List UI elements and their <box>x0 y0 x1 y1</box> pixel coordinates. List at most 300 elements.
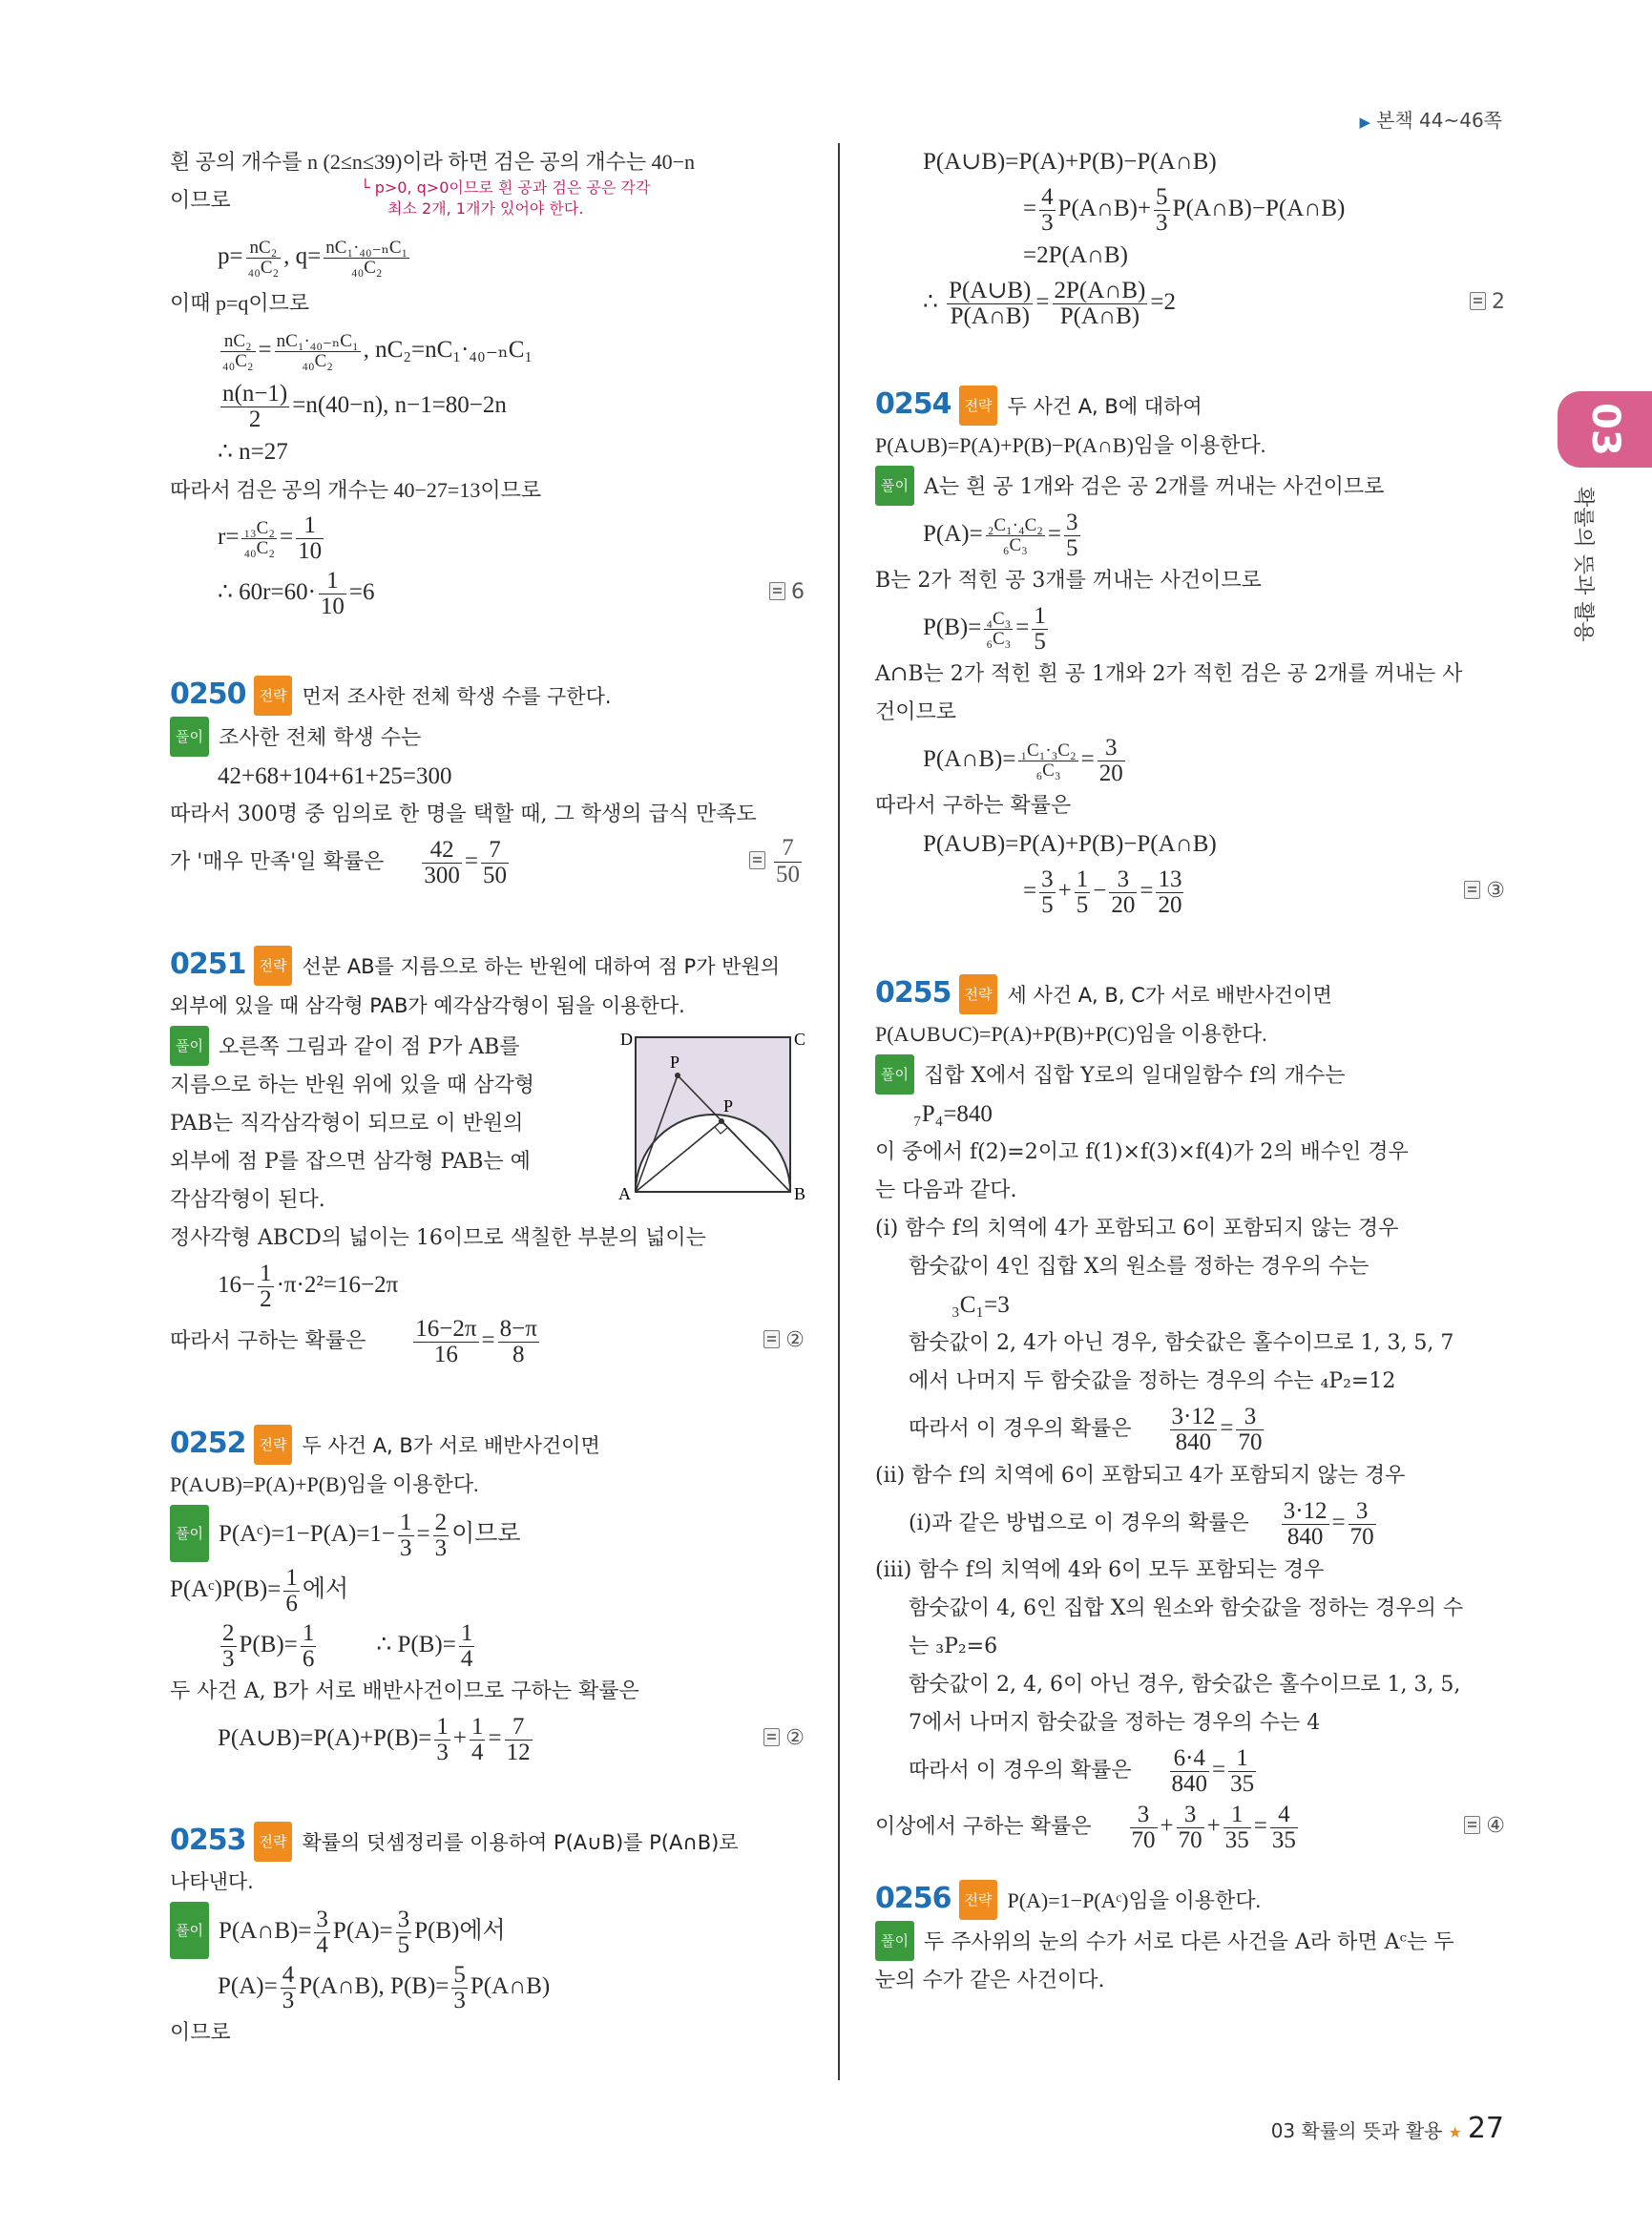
answer-mark <box>1470 275 1505 330</box>
numerator: 4 <box>1270 1803 1298 1828</box>
formula-line <box>875 507 1505 562</box>
numerator: ₁₃C₂ <box>243 517 275 538</box>
formula-text: ₃C₁=3 <box>951 1292 1010 1318</box>
numerator: 5 <box>1156 183 1168 210</box>
fraction <box>459 1621 475 1673</box>
formula-text: = <box>1023 878 1037 904</box>
formula-text: = <box>481 1327 495 1353</box>
fraction <box>1064 511 1080 562</box>
strategy-text: 두 사건 A, B가 서로 배반사건이면 <box>302 1434 600 1457</box>
denominator: ₄₀C₂ <box>302 350 333 371</box>
right-column <box>875 143 1505 2000</box>
formula-line <box>875 181 1505 237</box>
formula-text: = <box>1047 521 1061 547</box>
margin-note: 최소 2개, 1개가 있어야 한다. <box>387 199 584 218</box>
answer-mark <box>763 1313 805 1368</box>
formula-text: = <box>464 848 478 874</box>
denominator: 5 <box>1066 534 1078 561</box>
fraction <box>986 516 1045 555</box>
formula-line <box>875 732 1505 787</box>
fraction <box>258 1261 274 1313</box>
formula-text: = <box>1212 1757 1226 1783</box>
answer-mark <box>763 1711 805 1766</box>
denominator: 4 <box>316 1931 328 1958</box>
problem-number: 0255 <box>875 976 951 1010</box>
text-line: 7에서 나머지 함숫값을 정하는 경우의 수는 4 <box>909 1711 1321 1735</box>
answer-icon <box>749 851 765 869</box>
text-line: 눈의 수가 같은 사건이다. <box>875 1969 1105 1992</box>
text-line: 두 주사위의 눈의 수가 서로 다른 사건을 A라 하면 Aᶜ는 두 <box>923 1930 1454 1954</box>
left-column <box>170 143 805 2053</box>
formula-text: ₇P₄=840 <box>913 1101 993 1127</box>
answer-value: ④ <box>1486 1814 1505 1838</box>
numerator: 3 <box>1236 1405 1264 1430</box>
formula-text: P(A)= <box>218 1973 278 1999</box>
formula-text: = <box>488 1725 502 1751</box>
numerator: 1 <box>460 1619 473 1646</box>
numerator: 7 <box>505 1715 533 1741</box>
fraction <box>241 519 277 558</box>
formula-line <box>170 1505 805 1562</box>
denominator: ₆C₃ <box>1002 534 1028 555</box>
formula-text: = <box>1220 1415 1234 1441</box>
denominator: P(A∩B) <box>950 302 1030 329</box>
formula-line <box>875 1799 1505 1855</box>
denominator: ₄₀C₂ <box>247 257 280 278</box>
numerator: 8−π <box>499 1315 537 1342</box>
problem-0250 <box>170 676 805 890</box>
formula-text: = <box>416 1521 430 1547</box>
case-heading: (ii) 함수 f의 치역에 6이 포함되고 4가 포함되지 않는 경우 <box>875 1464 1406 1488</box>
square-semicircle-figure <box>617 1026 807 1202</box>
denominator: 12 <box>506 1739 531 1765</box>
text-line: 따라서 구하는 확률은 <box>875 794 1072 818</box>
fraction <box>220 382 289 433</box>
strategy-tag: 전략 <box>254 1822 293 1862</box>
numerator: 3 <box>1041 865 1054 892</box>
strategy-text: P(A∪B)=P(A)+P(B)임을 이용한다. <box>170 1472 479 1496</box>
formula-text: = <box>279 524 294 550</box>
formula-line <box>170 1902 805 1959</box>
footer-chapter-label: 03 확률의 뜻과 활용 <box>1270 2119 1443 2142</box>
denominator: 6 <box>285 1590 298 1616</box>
fraction <box>324 239 409 278</box>
strategy-text: 세 사건 A, B, C가 서로 배반사건이면 <box>1007 984 1332 1007</box>
text-line: 정사각형 ABCD의 넓이는 16이므로 색칠한 부분의 넓이는 <box>170 1226 706 1250</box>
numerator: 4 <box>1041 183 1054 210</box>
denominator: 70 <box>1349 1523 1374 1550</box>
text-line: 함숫값이 2, 4가 아닌 경우, 함숫값은 홀수이므로 1, 3, 5, 7 <box>909 1331 1454 1355</box>
formula-text: =2P(A∩B) <box>1023 242 1128 268</box>
strategy-text: P(A∪B∪C)=P(A)+P(B)+P(C)임을 이용한다. <box>875 1022 1267 1046</box>
text-line: 외부에 점 P를 잡으면 삼각형 PAB는 예 <box>170 1150 531 1174</box>
numerator: 3·12 <box>1171 1403 1216 1429</box>
formula-text: = <box>258 337 272 363</box>
strategy-text: 두 사건 A, B에 대하여 <box>1007 395 1202 418</box>
numerator: 3·12 <box>1283 1497 1328 1524</box>
fraction <box>1236 1405 1264 1456</box>
formula-text: =2 <box>1150 289 1176 315</box>
column-divider <box>838 143 840 2080</box>
strategy-text: 나타낸다. <box>170 1870 254 1893</box>
formula-text: = <box>1035 289 1050 315</box>
denominator: 840 <box>1171 1770 1208 1797</box>
formula-text: P(A∩B) <box>470 1973 551 1999</box>
fraction <box>1156 867 1183 919</box>
formula-line <box>170 1562 805 1617</box>
numerator: nC₁·₄₀₋ₙC₁ <box>325 237 408 258</box>
numerator: 5 <box>453 1961 466 1988</box>
denominator: 6 <box>302 1645 315 1672</box>
fraction <box>1223 1803 1251 1854</box>
fraction <box>1270 1803 1298 1854</box>
denominator: 20 <box>1111 891 1136 918</box>
text-line: 이때 p=q이므로 <box>170 291 310 315</box>
strategy-tag: 전략 <box>254 1425 293 1465</box>
strategy-tag: 전략 <box>254 946 293 986</box>
numerator: 7 <box>774 836 802 862</box>
page-reference-text: 본책 44~46쪽 <box>1376 109 1502 132</box>
formula-text: r= <box>218 524 240 550</box>
text-line: 건이므로 <box>875 700 957 724</box>
numerator: 1 <box>1228 1746 1256 1772</box>
label-c: C <box>794 1030 806 1049</box>
answer-mark <box>769 565 805 620</box>
fraction <box>275 332 361 371</box>
answer-icon <box>1464 1816 1480 1834</box>
chapter-tab[interactable] <box>1558 391 1652 468</box>
text-line: 함숫값이 4인 집합 X의 원소를 정하는 경우의 수는 <box>909 1255 1370 1279</box>
formula-text: 42+68+104+61+25=300 <box>218 763 452 789</box>
formula-line <box>170 1711 805 1766</box>
fraction <box>1109 867 1137 919</box>
answer-icon <box>763 1728 780 1746</box>
numerator: 2 <box>222 1619 235 1646</box>
point-p-outside <box>675 1073 680 1078</box>
formula-text: P(A∪B)=P(A)+P(B)−P(A∩B) <box>923 831 1217 857</box>
denominator: 840 <box>1175 1428 1212 1455</box>
numerator: 4 <box>282 1961 295 1988</box>
formula-text: P(A∪B)=P(A)+P(B)= <box>218 1725 432 1751</box>
denominator: 35 <box>1271 1826 1296 1853</box>
page-number: 27 <box>1467 2112 1504 2145</box>
answer-icon <box>1464 881 1480 899</box>
formula-text: ∴ P(B)= <box>376 1632 456 1658</box>
fraction <box>1170 1746 1210 1798</box>
denominator: 300 <box>424 862 460 888</box>
numerator: 7 <box>481 838 509 864</box>
fraction <box>1154 185 1170 237</box>
formula-text: P(A)= <box>332 1918 393 1944</box>
fraction <box>433 1511 450 1562</box>
denominator: 5 <box>1041 891 1054 918</box>
problem-number: 0253 <box>170 1824 246 1857</box>
numerator: 42 <box>422 838 462 864</box>
denominator: 2 <box>260 1285 272 1312</box>
numerator: 1 <box>1034 602 1046 629</box>
denominator: 3 <box>400 1534 412 1561</box>
answer-value: ② <box>785 1726 805 1750</box>
fraction <box>413 1317 478 1368</box>
formula-text: − <box>1093 878 1107 904</box>
answer-icon <box>1470 292 1486 310</box>
text-line: 따라서 이 경우의 확률은 <box>909 1759 1132 1783</box>
solution-tag: 풀이 <box>170 1505 209 1562</box>
denominator: 5 <box>1076 891 1089 918</box>
denominator: 3 <box>436 1739 449 1765</box>
denominator: 3 <box>434 1534 448 1561</box>
denominator: 5 <box>1034 628 1046 655</box>
formula-text: P(A∩B)= <box>923 746 1016 772</box>
page-footer <box>1271 2112 1504 2145</box>
formula-text: P(Aᶜ)P(B)= <box>170 1576 282 1602</box>
text-line: 집합 X에서 집합 Y로의 일대일함수 f의 개수는 <box>923 1064 1346 1088</box>
formula-text: p= <box>218 243 243 269</box>
text-line: 는 다음과 같다. <box>875 1178 1017 1202</box>
denominator: 70 <box>1131 1826 1156 1853</box>
text-line: 조사한 전체 학생 수는 <box>218 726 422 750</box>
formula-text: ∴ <box>923 289 938 315</box>
formula-line <box>170 1617 805 1673</box>
strategy-text: P(A)=1−P(Aᶜ)임을 이용한다. <box>1007 1888 1261 1912</box>
strategy-tag: 전략 <box>959 1880 998 1920</box>
denominator: 35 <box>1230 1770 1255 1797</box>
formula-line <box>170 229 805 284</box>
denominator: 840 <box>1286 1523 1324 1550</box>
formula-text: P(B)= <box>923 615 982 640</box>
fraction <box>1228 1746 1256 1798</box>
text-line: 따라서 검은 공의 개수는 40−27=13이므로 <box>170 478 542 502</box>
formula-text: ·π·2²=16−2π <box>276 1272 399 1298</box>
fraction <box>1098 736 1125 787</box>
fraction <box>1018 741 1077 781</box>
problem-0254 <box>875 386 1505 919</box>
fraction <box>434 1715 450 1766</box>
formula-text: = <box>1015 615 1030 640</box>
formula-line <box>170 378 805 433</box>
numerator: 1 <box>260 1260 272 1286</box>
numerator: 1 <box>302 1619 315 1646</box>
formula-text: P(A)= <box>923 521 983 547</box>
numerator: nC₂ <box>246 239 282 259</box>
text-line: A∩B는 2가 적힌 흰 공 1개와 2가 적힌 검은 공 2개를 꺼내는 사 <box>875 662 1463 686</box>
formula-line <box>170 834 805 890</box>
formula-text: P(A∪B)=P(A)+P(B)−P(A∩B) <box>923 149 1217 175</box>
strategy-tag: 전략 <box>254 676 293 716</box>
strategy-tag: 전략 <box>959 386 998 426</box>
text-line: 이므로 <box>170 2021 231 2045</box>
strategy-text: P(A∪B)=P(A)+P(B)−P(A∩B)임을 이용한다. <box>875 433 1266 457</box>
text-line: 두 사건 A, B가 서로 배반사건이므로 구하는 확률은 <box>170 1679 639 1703</box>
denominator: 5 <box>397 1931 410 1958</box>
denominator: ₆C₃ <box>986 628 1012 649</box>
denominator: 3 <box>282 1987 295 2013</box>
formula-text: = <box>1023 196 1037 221</box>
denominator: ₄₀C₂ <box>243 537 275 558</box>
numerator: 1 <box>285 1564 298 1591</box>
fraction <box>1039 867 1056 919</box>
problem-0255 <box>875 974 1505 1855</box>
fraction <box>451 1963 468 2014</box>
answer-value: 2 <box>1492 290 1505 314</box>
problem-number: 0252 <box>170 1427 246 1460</box>
strategy-text: 선분 AB를 지름으로 하는 반원에 대하여 점 P가 반원의 <box>302 955 781 978</box>
formula-text: 16− <box>218 1272 256 1298</box>
formula-text: + <box>1206 1813 1221 1839</box>
fraction <box>1349 1499 1376 1551</box>
text-line: 따라서 300명 중 임의로 한 명을 택할 때, 그 학생의 급식 만족도 <box>170 803 757 826</box>
case-heading: (i) 함수 f의 치역에 4가 포함되고 6이 포함되지 않는 경우 <box>875 1217 1399 1241</box>
answer-icon <box>769 582 785 600</box>
text-line: 이므로 <box>170 188 231 212</box>
numerator: n(n−1) <box>222 380 288 407</box>
text-line: 는 ₃P₂=6 <box>909 1635 998 1658</box>
formula-line <box>875 1495 1505 1552</box>
fraction <box>422 838 462 889</box>
formula-text: + <box>1057 878 1072 904</box>
numerator: 6·4 <box>1170 1746 1210 1772</box>
solution-tag: 풀이 <box>170 1026 209 1066</box>
denominator: 10 <box>320 593 345 619</box>
formula-text: = <box>1080 746 1095 772</box>
problem-0249-solution <box>170 143 805 620</box>
denominator: 3 <box>1156 209 1168 236</box>
problem-0253 <box>170 1822 805 2053</box>
strategy-text: 먼저 조사한 전체 학생 수를 구한다. <box>302 685 612 708</box>
formula-line <box>170 1959 805 2014</box>
label-d: D <box>620 1030 633 1049</box>
denominator: ₄₀C₂ <box>222 350 254 371</box>
problem-number: 0250 <box>170 678 246 711</box>
formula-text: P(A∩B)= <box>218 1918 312 1944</box>
denominator: P(A∩B) <box>1059 302 1140 329</box>
formula-text: ∴ 60r=60· <box>218 579 316 605</box>
formula-text: =6 <box>348 579 375 605</box>
fraction <box>774 836 802 887</box>
numerator: P(A∪B) <box>949 277 1032 303</box>
text-line: 이 중에서 f(2)=2이고 f(1)×f(3)×f(4)가 2의 배수인 경우 <box>875 1140 1409 1164</box>
numerator: 16−2π <box>415 1315 477 1342</box>
point-p-arc <box>719 1118 724 1124</box>
fraction <box>398 1511 414 1562</box>
chevron-right-icon: ▶ <box>1359 114 1371 131</box>
denominator: 3 <box>1041 209 1054 236</box>
answer-mark <box>1464 1799 1505 1854</box>
numerator: ₂C₁·₄C₂ <box>987 514 1043 535</box>
formula-text: P(Aᶜ)=1−P(A)=1− <box>218 1521 395 1547</box>
numerator: 3 <box>1098 736 1125 761</box>
formula-line <box>170 1258 805 1313</box>
formula-line <box>170 323 805 378</box>
fraction <box>1075 867 1091 919</box>
answer-mark <box>749 834 805 889</box>
formula-line <box>875 864 1505 919</box>
numerator: ₄C₃ <box>986 608 1012 629</box>
formula-line <box>170 565 805 620</box>
numerator: ₁C₁·₃C₂ <box>1020 740 1077 761</box>
text-line: 각삼각형이 된다. <box>170 1188 325 1212</box>
denominator: 35 <box>1224 1826 1249 1853</box>
text-line: 가 '매우 만족'일 확률은 <box>170 850 385 874</box>
denominator: 50 <box>482 862 507 888</box>
formula-text: P(A∩B)−P(A∩B) <box>1172 196 1346 221</box>
denominator: 4 <box>471 1739 484 1765</box>
text-line: 함숫값이 4, 6인 집합 X의 원소와 함숫값을 정하는 경우의 수 <box>909 1596 1464 1620</box>
formula-line <box>875 1742 1505 1799</box>
problem-0252 <box>170 1425 805 1766</box>
problem-number: 0254 <box>875 387 951 421</box>
denominator: 3 <box>453 1987 466 2013</box>
denominator: 8 <box>512 1341 525 1367</box>
text-line: 함숫값이 2, 4, 6이 아닌 경우, 함숫값은 홀수이므로 1, 3, 5, <box>909 1673 1461 1697</box>
fraction <box>281 1963 297 2014</box>
numerator: nC₂ <box>220 332 256 352</box>
formula-text: ∴ n=27 <box>218 439 288 465</box>
numerator: 1 <box>296 513 324 539</box>
problem-number: 0251 <box>170 948 246 981</box>
formula-text: 에서 <box>302 1576 349 1602</box>
fraction <box>505 1715 533 1766</box>
fraction <box>301 1621 317 1673</box>
fraction <box>296 513 324 565</box>
numerator: 1 <box>1076 865 1089 892</box>
answer-mark <box>1464 864 1505 919</box>
text-line: 지름으로 하는 반원 위에 있을 때 삼각형 <box>170 1074 534 1097</box>
fraction <box>1170 1405 1218 1456</box>
numerator: 3 <box>1349 1499 1376 1525</box>
numerator: 13 <box>1158 865 1182 892</box>
text-line: 오른쪽 그림과 같이 점 P가 AB를 <box>218 1035 520 1059</box>
margin-note: └ p>0, q>0이므로 흰 공과 검은 공은 각각 <box>361 178 651 197</box>
text-line: 이상에서 구하는 확률은 <box>875 1815 1092 1839</box>
answer-icon <box>763 1330 780 1348</box>
solution-tag: 풀이 <box>875 466 914 506</box>
numerator: 1 <box>319 569 346 594</box>
formula-text: =n(40−n), n−1=80−2n <box>292 392 507 418</box>
fraction <box>1053 279 1148 330</box>
denominator: 16 <box>433 1341 458 1367</box>
formula-text: P(A∩B), P(B)= <box>299 1973 450 1999</box>
formula-text: P(B)에서 <box>414 1918 506 1944</box>
formula-line <box>875 275 1505 330</box>
numerator: 2P(A∩B) <box>1054 277 1146 303</box>
problem-0256 <box>875 1880 1505 2000</box>
label-a: A <box>618 1184 631 1202</box>
denominator: 50 <box>776 861 800 887</box>
label-b: B <box>794 1184 806 1202</box>
formula-text: + <box>452 1725 467 1751</box>
fraction <box>319 569 346 620</box>
fraction <box>498 1317 539 1368</box>
strategy-text: 확률의 덧셈정리를 이용하여 P(A∪B)를 P(A∩B)로 <box>302 1831 739 1854</box>
formula-line <box>875 1401 1505 1457</box>
formula-text: , q= <box>283 243 322 269</box>
chapter-number: 03 <box>1582 403 1627 456</box>
fraction <box>246 239 282 278</box>
star-icon: ★ <box>1448 2123 1462 2141</box>
denominator: 70 <box>1238 1428 1263 1455</box>
strategy-tag: 전략 <box>959 974 998 1014</box>
fraction <box>481 838 509 889</box>
numerator: nC₁·₄₀₋ₙC₁ <box>276 330 359 351</box>
label-p-arc: P <box>723 1096 734 1116</box>
fraction <box>947 279 1033 330</box>
problem-number: 0256 <box>875 1882 951 1915</box>
denominator: 20 <box>1158 891 1182 918</box>
formula-text: = <box>1331 1510 1346 1535</box>
fraction <box>470 1715 486 1766</box>
formula-text: 이므로 <box>451 1521 521 1547</box>
